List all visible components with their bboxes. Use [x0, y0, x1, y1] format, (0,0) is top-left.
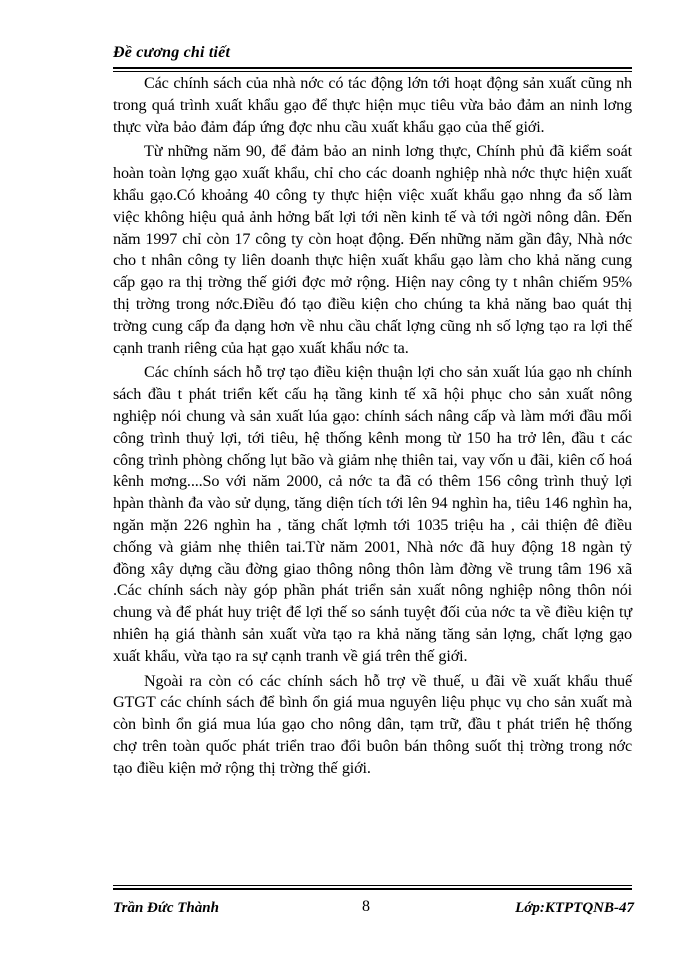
paragraph-policy-impact: Các chính sách của nhà nớc có tác động lớn tới hoạt động sản xuất cũng nh trong quá trình xuất khẩu gạo để thực hiện mục tiêu vừa bảo đảm an ninh lơng thực vừa bảo đảm đáp ứng đợc nhu cầu xuất khẩu gạo của thế giới.: [113, 74, 632, 136]
header-rule-thick: [113, 67, 632, 69]
paragraph-export-control: Từ những năm 90, để đảm bảo an ninh lơng thực, Chính phủ đã kiểm soát hoàn toàn lợng gạo xuất khẩu, chỉ cho các doanh nghiệp nhà nớc thực hiện xuất khẩu gạo.Có khoảng 40 công ty thực hiện việc xuất khẩu gạo nhng đa số làm việc không hiệu quả ảnh hởng bất lợi tới nền kinh tế và tới ngời nông dân. Đến năm 1997 chỉ còn 17 công ty còn hoạt động. Đến những năm gần đây, Nhà nớc cho t nhân công ty liên doanh thực hiện xuất khẩu gạo làm cho khả năng cung cấp gạo ra thị trờng thế giới đợc mở rộng. Hiện nay công ty t nhân chiếm 95% thị trờng trong nớc.Điều đó tạo điều kiện cho chúng ta khả năng bao quát thị trờng cung cấp đa dạng hơn về nhu cầu chất lợng cũng nh số lợng tạo ra lợi thế cạnh tranh riêng của hạt gạo xuất khẩu nớc ta.: [113, 142, 632, 357]
paragraph-infrastructure-support: Các chính sách hỗ trợ tạo điều kiện thuận lợi cho sản xuất lúa gạo nh chính sách đầu t phát triển kết cấu hạ tầng kinh tế xã hội phục cho sản xuất nông nghiệp nói chung và sản xuất lúa gạo: chính sách nâng cấp và làm mới đầu mối công trình thuỷ lợi, tới tiêu, hệ thống kênh mong từ 150 ha trở lên, đầu t các công trình phòng chống lụt bão và giảm nhẹ thiên tai, vay vốn u đãi, kiên cố hoá kênh mơng....So với năm 2000, cả nớc ta đã có thêm 156 công trình thuỷ lợi hpàn thành đa vào sử dụng, tăng diện tích tới lên 94 nghìn ha, tiêu 146 nghìn ha, ngăn mặn 226 nghìn ha , tăng chất lợmh tới 1035 triệu ha , cải thiện đê điều chống và giảm nhẹ thiên tai.Từ năm 2001, Nhà nớc đã huy động 18 ngàn tỷ đồng xây dựng cầu đờng giao thông nông thôn làm đờng về trung tâm 196 xã .Các chính sách này góp phần phát triển sản xuất nông nghiệp nông thôn nói chung và để phát huy triệt để lợi thế so sánh tuyệt đối của nớc ta về điều kiện tự nhiên hạ giá thành sản xuất vừa tạo ra khả năng tăng sản lợng, chất lợng gạo xuất khẩu, vừa tạo ra sự cạnh tranh về giá trên thế giới.: [113, 363, 632, 665]
paragraph-tax-support: Ngoài ra còn có các chính sách hỗ trợ về thuế, u đãi về xuất khẩu thuế GTGT các chính sách để bình ổn giá mua nguyên liệu phục vụ cho sản xuất mà còn bình ổn giá mua lúa gạo cho nông dân, tạm trữ, đầu t phát triển hệ thống chợ trên toàn quốc phát triển trao đổi buôn bán thông suốt thị trờng trong nớc tạo điều kiện mở rộng thị trờng thế giới.: [113, 671, 632, 777]
header-title: Đề cương chi tiết: [113, 44, 231, 61]
footer-rule-thin: [113, 885, 632, 886]
header-rule-thin: [113, 71, 632, 72]
footer-rule-thick: [113, 888, 632, 890]
body-text: [113, 73, 632, 783]
footer-class-code: Lớp:KTPTQNB-47: [515, 900, 634, 916]
footer-author: Trần Đức Thành: [113, 900, 219, 916]
page-number: 8: [362, 898, 370, 915]
